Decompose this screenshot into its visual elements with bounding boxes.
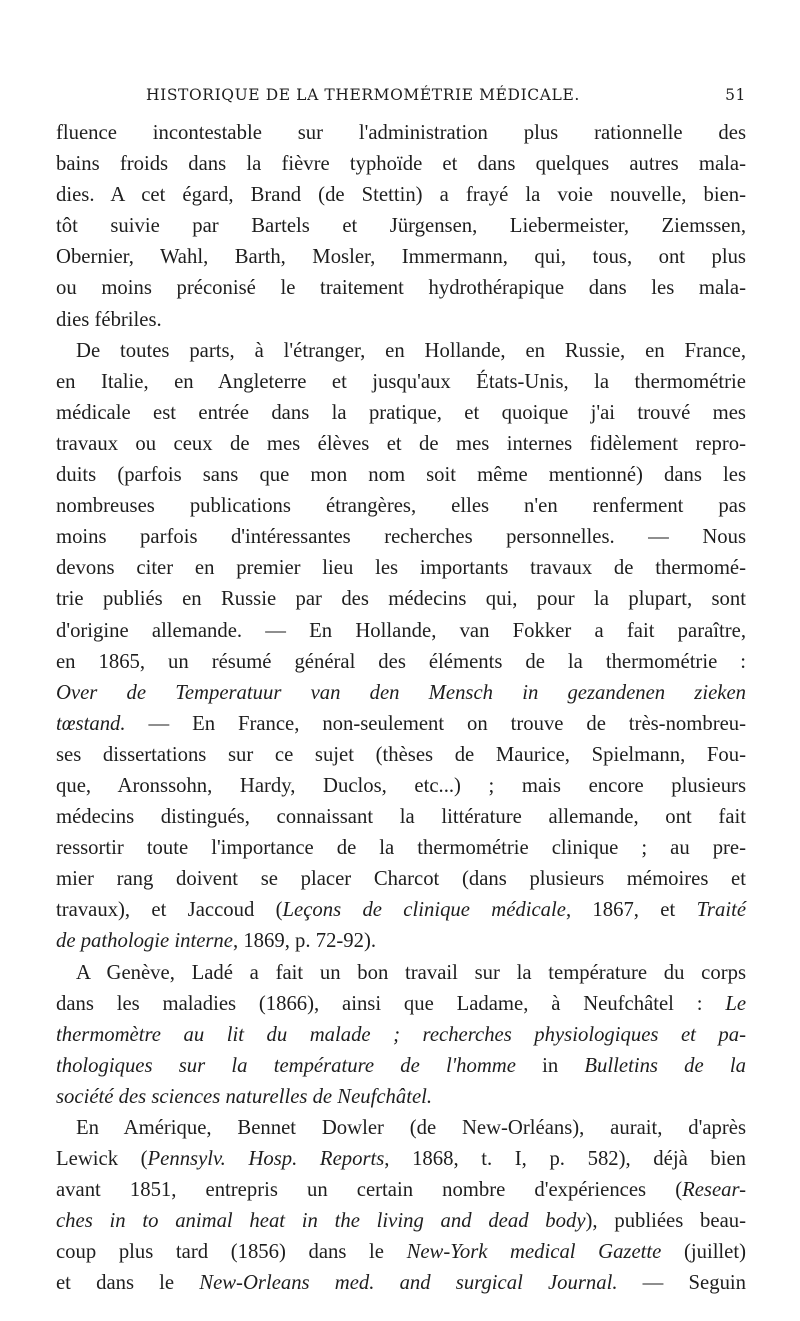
text-line: ses dissertations sur ce sujet (thèses de Maurice, Spielmann, Fou- [56, 743, 746, 766]
text-line: A Genève, Ladé a fait un bon travail sur la température du corps [76, 961, 746, 984]
text-line: de pathologie interne, 1869, p. 72-92). [56, 930, 377, 953]
text-line: coup plus tard (1856) dans le New-York medical Gazette (juillet) [56, 1241, 747, 1264]
text-line: dies fébriles. [56, 308, 162, 331]
text-line: nombreuses publications étrangères, elles n'en renferment pas [56, 495, 746, 518]
text-line: tôt suivie par Bartels et Jürgensen, Liebermeister, Ziemssen, [56, 215, 746, 238]
running-title: HISTORIQUE DE LA THERMOMÉTRIE MÉDICALE. [146, 86, 580, 104]
text-line: moins parfois d'intéressantes recherches personnelles. — Nous [56, 526, 746, 549]
text-line: En Amérique, Bennet Dowler (de New-Orléans), aurait, d'après [76, 1117, 746, 1139]
page-number: 51 [725, 86, 746, 104]
text-line: travaux), et Jaccoud (Leçons de clinique médicale, 1867, et Traité [56, 899, 746, 922]
text-line: que, Aronssohn, Hardy, Duclos, etc...) ; mais encore plusieurs [56, 774, 746, 797]
text-line: en Italie, en Angleterre et jusqu'aux États-Unis, la thermométrie [56, 370, 746, 393]
text-line: Obernier, Wahl, Barth, Mosler, Immermann, qui, tous, ont plus [56, 246, 746, 269]
text-line: d'origine allemande. — En Hollande, van Fokker a fait paraître, [56, 619, 746, 642]
text-line: thologiques sur la température de l'homme in Bulletins de la [56, 1054, 747, 1077]
text-line: et dans le New-Orleans med. and surgical Journal. — Seguin [56, 1272, 746, 1295]
text-line: ressortir toute l'importance de la thermométrie clinique ; au pre- [56, 837, 746, 860]
text-line: en 1865, un résumé général des éléments de la thermométrie : [56, 650, 746, 673]
text-line: ches in to animal heat in the living and dead body), publiées beau- [56, 1210, 746, 1233]
text-line: tœstand. — En France, non-seulement on trouve de très-nombreu- [56, 712, 746, 735]
text-line: avant 1851, entrepris un certain nombre d'expériences (Resear- [56, 1179, 746, 1202]
running-header [146, 86, 746, 112]
text-line: médicale est entrée dans la pratique, et quoique j'ai trouvé mes [56, 401, 746, 424]
text-line: mier rang doivent se placer Charcot (dans plusieurs mémoires et [56, 868, 746, 891]
text-line: travaux ou ceux de mes élèves et de mes internes fidèlement repro- [56, 432, 746, 455]
text-line: Lewick (Pennsylv. Hosp. Reports, 1868, t. I, p. 582), déjà bien [56, 1148, 746, 1171]
text-line: thermomètre au lit du malade ; recherches physiologiques et pa- [56, 1023, 746, 1046]
text-line: société des sciences naturelles de Neufchâtel. [56, 1085, 433, 1108]
text-line: devons citer en premier lieu les importants travaux de thermomé- [56, 557, 746, 580]
text-line: trie publiés en Russie par des médecins qui, pour la plupart, sont [56, 588, 746, 611]
document-page [56, 86, 746, 1300]
text-line: dies. A cet égard, Brand (de Stettin) a frayé la voie nouvelle, bien- [56, 184, 746, 207]
text-line: duits (parfois sans que mon nom soit même mentionné) dans les [56, 464, 746, 487]
text-line: De toutes parts, à l'étranger, en Hollande, en Russie, en France, [76, 339, 746, 362]
text-line: dans les maladies (1866), ainsi que Ladame, à Neufchâtel : Le [56, 992, 746, 1015]
text-line: Over de Temperatuur van den Mensch in gezandenen zieken [56, 681, 746, 704]
text-line: fluence incontestable sur l'administration plus rationnelle des [56, 122, 746, 144]
text-line: médecins distingués, connaissant la littérature allemande, ont fait [56, 806, 746, 829]
text-line: bains froids dans la fièvre typhoïde et dans quelques autres mala- [56, 153, 746, 176]
body-text [56, 118, 746, 1300]
text-line: ou moins préconisé le traitement hydrothérapique dans les mala- [56, 277, 746, 300]
